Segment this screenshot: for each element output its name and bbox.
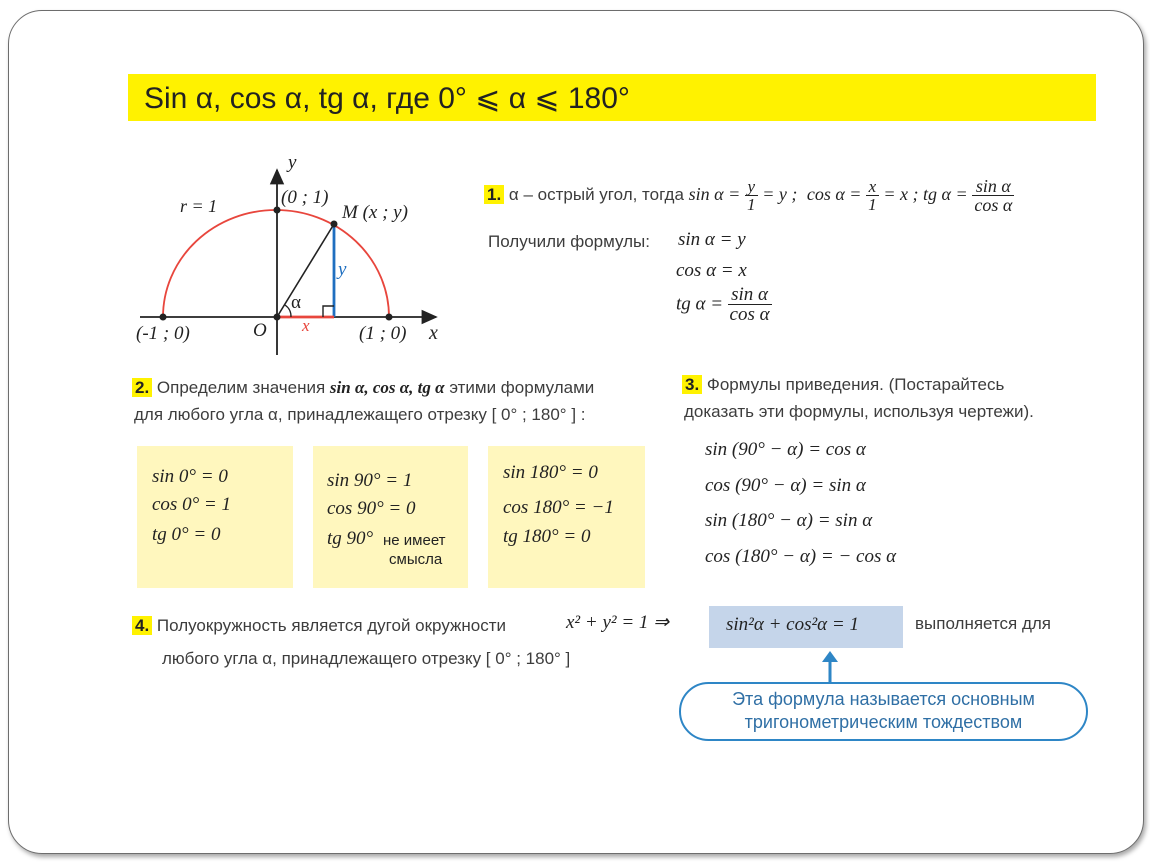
cos-def-lhs: cos α = bbox=[806, 184, 862, 204]
cos-def-fraction: $\frac{x}{1}$ bbox=[868, 177, 877, 215]
section-1-line bbox=[484, 176, 1014, 214]
sin-180-value: sin 180° = 0 bbox=[503, 462, 598, 483]
point-top bbox=[274, 207, 281, 214]
formula-sin: sin α = y bbox=[678, 229, 746, 250]
formula-tg-lhs: tg α = bbox=[676, 293, 724, 315]
section-1-number: 1. bbox=[484, 185, 504, 204]
title-bar bbox=[128, 74, 1096, 121]
y-axis-label: y bbox=[288, 152, 297, 173]
radius-line bbox=[277, 224, 334, 317]
section-4-line1 bbox=[132, 616, 506, 636]
reduction-formula-1: sin (90° − α) = cos α bbox=[705, 439, 866, 460]
tg-90-note-2: смысла bbox=[389, 551, 443, 568]
point-right bbox=[386, 314, 393, 321]
x-axis-label: x bbox=[429, 322, 438, 344]
section-3-text: Формулы приведения. (Постарайтесь bbox=[706, 375, 1005, 394]
tg-def-fraction: $\frac{\text{sin α}}{\text{cos α}}$ bbox=[974, 176, 1013, 216]
values-box-180 bbox=[488, 446, 645, 588]
cos-def-rhs: = x ; tg α = bbox=[883, 184, 968, 204]
formula-cos: cos α = x bbox=[676, 260, 747, 281]
tg-180-value: tg 180° = 0 bbox=[503, 526, 591, 547]
reduction-formula-2: cos (90° − α) = sin α bbox=[705, 475, 866, 496]
top-point-label: (0 ; 1) bbox=[281, 187, 329, 208]
section-4-line2: любого угла α, принадлежащего отрезку [ 0° ; 180° ] bbox=[162, 649, 571, 668]
section-3-number: 3. bbox=[682, 375, 702, 394]
callout-arrow bbox=[818, 650, 842, 686]
tg-90-label: tg 90° bbox=[327, 528, 374, 549]
formula-tg-fraction: $\frac{\text{sin α}}{\text{cos α}}$ bbox=[729, 284, 770, 325]
section-3-line1 bbox=[682, 375, 1004, 395]
section-4-number: 4. bbox=[132, 616, 152, 635]
y-leg-label: y bbox=[338, 259, 347, 280]
values-box-0 bbox=[137, 446, 293, 588]
radius-label: r = 1 bbox=[180, 196, 218, 216]
section-2-funcs: sin α, cos α, tg α bbox=[329, 378, 445, 397]
callout-line-2: тригонометрическим тождеством bbox=[744, 712, 1023, 732]
section-4-text: Полуокружность является дугой окружности bbox=[156, 616, 507, 635]
tg-0-value: tg 0° = 0 bbox=[152, 524, 221, 545]
cos-180-value: cos 180° = −1 bbox=[503, 497, 614, 518]
left-point-label: (-1 ; 0) bbox=[136, 323, 190, 344]
x-leg-label: x bbox=[302, 316, 310, 335]
sin-0-value: sin 0° = 0 bbox=[152, 466, 228, 487]
callout-line-1: Эта формула называется основным bbox=[732, 689, 1035, 709]
point-left bbox=[160, 314, 167, 321]
right-angle-mark bbox=[323, 306, 334, 317]
circle-equation: x² + y² = 1 ⇒ bbox=[566, 612, 670, 633]
page-title: Sin α, cos α, tg α, где 0° ⩽ α ⩽ 180° bbox=[144, 82, 630, 115]
right-point-label: (1 ; 0) bbox=[359, 323, 407, 344]
identity-formula: sin²α + cos²α = 1 bbox=[726, 614, 859, 635]
section-2-number: 2. bbox=[132, 378, 152, 397]
origin-label: O bbox=[253, 320, 267, 341]
section-3-line2: доказать эти формулы, используя чертежи). bbox=[684, 402, 1034, 421]
sin-90-value: sin 90° = 1 bbox=[327, 470, 413, 491]
got-formulas-label: Получили формулы: bbox=[488, 232, 650, 251]
formula-tg bbox=[676, 285, 772, 324]
values-box-90 bbox=[313, 446, 468, 588]
sin-def-fraction: $\frac{y}{1}$ bbox=[747, 177, 756, 215]
alpha-label: α bbox=[291, 292, 301, 313]
point-m-label: M (x ; y) bbox=[342, 202, 408, 223]
section-2-line1 bbox=[132, 378, 594, 398]
section-1-intro: α – острый угол, тогда bbox=[508, 185, 684, 204]
semicircle-arc bbox=[163, 210, 389, 317]
reduction-formula-3: sin (180° − α) = sin α bbox=[705, 510, 873, 531]
point-m bbox=[331, 221, 338, 228]
identity-box bbox=[709, 606, 903, 648]
cos-0-value: cos 0° = 1 bbox=[152, 494, 231, 515]
sin-def-lhs: sin α = bbox=[688, 184, 741, 204]
tg-90-note-1: не имеет bbox=[383, 532, 446, 549]
section-4-after: выполняется для bbox=[915, 614, 1052, 633]
reduction-formula-4: cos (180° − α) = − cos α bbox=[705, 546, 897, 567]
section-2-text-b: этими формулами bbox=[449, 378, 595, 397]
point-origin bbox=[274, 314, 281, 321]
section-2-line2: для любого угла α, принадлежащего отрезку [ 0° ; 180° ] : bbox=[134, 405, 586, 424]
identity-callout bbox=[679, 682, 1088, 741]
cos-90-value: cos 90° = 0 bbox=[327, 498, 416, 519]
sin-def-rhs: = y ; bbox=[762, 184, 798, 204]
section-2-text-a: Определим значения bbox=[156, 378, 326, 397]
